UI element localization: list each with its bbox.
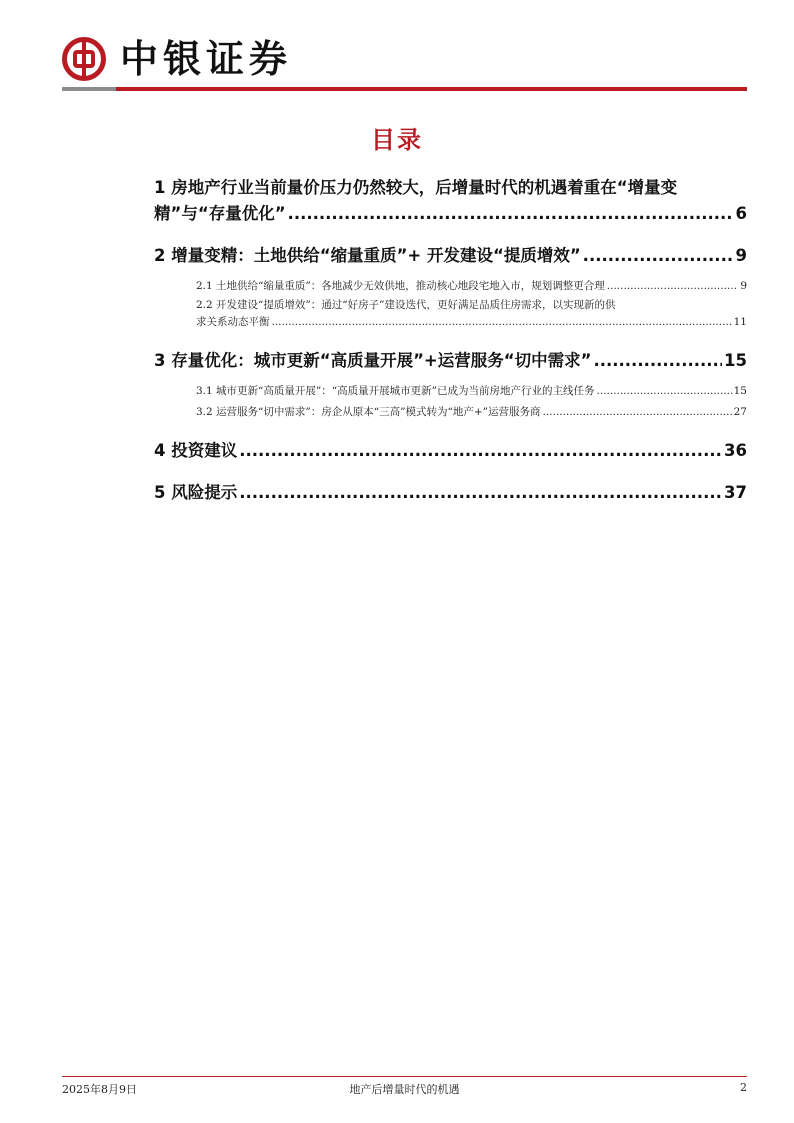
header — [62, 34, 292, 84]
toc-entry-5[interactable] — [154, 479, 747, 503]
dot-leader — [543, 406, 732, 418]
table-of-contents — [154, 176, 747, 503]
toc-entry-1[interactable] — [154, 176, 747, 224]
toc-entry-label: 1 房地产行业当前量价压力仍然较大，后增量时代的机遇着重在“增量变 — [154, 178, 678, 197]
footer-date: 2025年8月9日 — [62, 1083, 137, 1096]
bank-of-china-logo-icon — [62, 37, 106, 81]
dot-leader — [239, 483, 722, 502]
toc-entry-label: 4 投资建议 — [154, 441, 238, 460]
footer-rule — [62, 1076, 747, 1077]
toc-entry-label: 3 存量优化：城市更新“高质量开展”+运营服务“切中需求” — [154, 351, 592, 370]
brand-name: 中银证券 — [120, 37, 293, 81]
dot-leader — [288, 204, 734, 223]
toc-entry-4[interactable] — [154, 437, 747, 461]
dot-leader — [272, 316, 732, 328]
toc-entry-2[interactable] — [154, 242, 747, 266]
toc-entry-label: 5 风险提示 — [154, 483, 238, 502]
toc-entry-2-2[interactable] — [154, 297, 747, 329]
toc-entry-label: 3.1 城市更新“高质量开展”：“高质量开展城市更新”已成为当前房地产行业的主线任务 — [196, 385, 595, 397]
toc-page-number: 11 — [733, 316, 747, 328]
toc-entry-3-2[interactable] — [196, 404, 747, 419]
toc-entry-label: 2.2 开发建设“提质增效”：通过“好房子”建设迭代，更好满足品质住房需求，以实现新的供 — [196, 299, 616, 311]
toc-page-number: 9 — [740, 280, 747, 292]
toc-page-number: 37 — [724, 483, 747, 502]
dot-leader — [607, 280, 739, 292]
dot-leader — [583, 246, 734, 265]
toc-entry-3[interactable] — [154, 347, 747, 371]
toc-entry-label: 2 增量变精：土地供给“缩量重质”+ 开发建设“提质增效” — [154, 246, 581, 265]
toc-page-number: 6 — [735, 204, 747, 223]
toc-entry-3-1[interactable] — [196, 383, 747, 398]
footer-doc-title: 地产后增量时代的机遇 — [349, 1083, 460, 1096]
dot-leader — [239, 441, 722, 460]
toc-title: 目录 — [371, 126, 423, 154]
footer-page-number: 2 — [740, 1081, 747, 1094]
toc-page-number: 15 — [733, 385, 747, 397]
toc-entry-label-cont: 求关系动态平衡 — [196, 316, 270, 328]
toc-page-number: 9 — [735, 246, 747, 265]
toc-page-number: 15 — [724, 351, 747, 370]
toc-entry-label: 2.1 土地供给“缩量重质”：各地减少无效供地，推动核心地段宅地入市，规划调整更合理 — [196, 280, 605, 292]
toc-entry-label-cont: 精”与“存量优化” — [154, 204, 286, 223]
toc-page-number: 27 — [733, 406, 747, 418]
dot-leader — [593, 351, 722, 370]
toc-page-number: 36 — [724, 441, 747, 460]
toc-entry-label: 3.2 运营服务“切中需求”：房企从原本“三高”模式转为“地产+”运营服务商 — [196, 406, 541, 418]
dot-leader — [597, 385, 732, 397]
footer — [62, 1081, 747, 1097]
header-rule — [62, 87, 747, 91]
toc-entry-2-1[interactable] — [196, 278, 747, 293]
